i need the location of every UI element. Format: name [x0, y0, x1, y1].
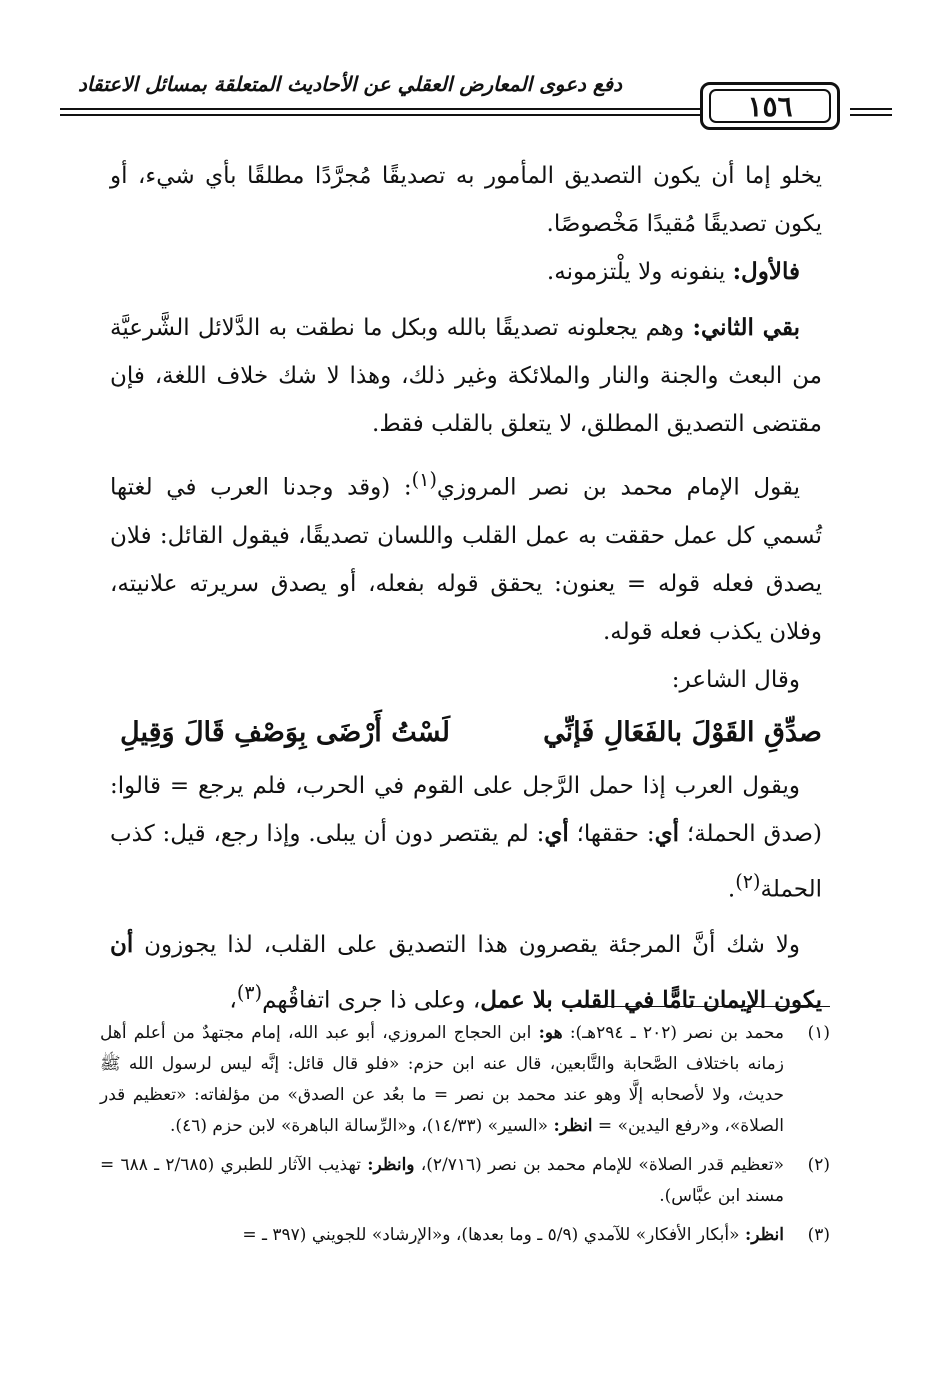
paragraph-7-bold: أن يكون الإيمان تامًّا في القلب بلا عمل	[110, 931, 822, 1014]
paragraph-3-text: وهم يجعلونه تصديقًا بالله وبكل ما نطقت به الدَّلائل الشَّرعيَّة من البعث والجنة والنار والملائكة وغير ذلك، وهذا لا شك خلاف اللغة، فإن مقتضى التصديق المطلق، لا يتعلق بالقلب فقط.	[110, 315, 822, 437]
paragraph-6-text-d: .	[727, 876, 736, 903]
paragraph-2-text: ينفونه ولا يلْتزمونه.	[546, 259, 733, 285]
footnote-3-lead: انظر:	[744, 1225, 784, 1245]
footnote-2-text	[100, 1150, 784, 1212]
footnote-1-number: (١)	[807, 1023, 830, 1043]
paragraph-7	[110, 921, 822, 1025]
paragraph-4	[110, 456, 822, 656]
footnote-separator	[568, 1006, 830, 1007]
header-title: دفع دعوى المعارض العقلي عن الأحاديث المتعلقة بمسائل الاعتقاد	[77, 72, 622, 96]
footnote-1-text	[100, 1018, 784, 1142]
footnote-3-part-a: «أبكار الأفكار» للآمدي (٥/٩ ـ وما بعدها)، و«الإرشاد» للجويني (٣٩٧ ـ =	[242, 1225, 745, 1245]
footnote-1-part-a: محمد بن نصر (٢٠٢ ـ ٢٩٤هـ):	[562, 1023, 785, 1043]
paragraph-3	[110, 304, 822, 448]
paragraph-3-lead: بقي الثاني:	[692, 314, 800, 341]
verse-second-hemistich: لَسْتُ أَرْضَى بِوَصْفِ قَالَ وَقِيلِ	[120, 716, 451, 748]
footnote-2-part-a: «تعظيم قدر الصلاة» للإمام محمد بن نصر (٢/٧١٦)،	[414, 1155, 784, 1175]
footnote-3-text	[100, 1220, 784, 1251]
paragraph-4-text-b: : (وقد وجدنا العرب في لغتها تُسمي كل عمل حققت به عمل القلب واللسان تصديقًا، فيقول القائل: فلان يصدق فعله قوله = يعنون: يحقق قوله بفعله، أو يصدق سريرته علانيته، وفلان يكذب فعله قوله.	[110, 474, 822, 645]
footnote-3-number: (٣)	[807, 1225, 830, 1245]
footnote-1-lead: هو:	[538, 1023, 563, 1043]
footnote-2-lead: وانظر:	[367, 1155, 415, 1175]
paragraph-6-lead-1: أي	[654, 819, 680, 847]
footnotes	[100, 1018, 830, 1259]
poetry-verse	[110, 704, 822, 762]
paragraph-7-text-c: ،	[229, 987, 237, 1014]
paragraph-6-text-a: ويقول العرب إذا حمل الرَّجل على القوم في الحرب، فلم يرجع = قالوا: (صدق الحملة؛	[110, 772, 822, 847]
header-rule-right-top	[850, 108, 892, 110]
footnote-1	[100, 1018, 830, 1142]
header-rule-bottom	[60, 114, 700, 116]
page-number-frame	[700, 82, 840, 130]
paragraph-6-text-c: : لم يقتصر دون أن يبلى. وإذا رجع، قيل: كذب الحملة	[110, 820, 822, 903]
paragraph-4-text-a: يقول الإمام محمد بن نصر المروزي	[436, 474, 800, 501]
footnote-1-lead-2: انظر:	[553, 1116, 593, 1136]
paragraph-7-text-a: ولا شك أنَّ المرجئة يقصرون هذا التصديق على القلب، لذا يجوزون	[133, 932, 800, 959]
footnote-1-part-b: ابن الحجاج المروزي، أبو عبد الله، إمام مجتهدٌ من أعلم أهل زمانه باختلاف الصَّحابة والتَّابعين، قال عنه ابن حزم: «فلو قال قائل: إنَّه ليس لرسول الله ﷺ حديث، ولا لأصحابه إلَّا وهو عند محمد بن نصر = ما بعُد عن الصدق» من مؤلفاته: «تعظيم قدر الصلاة»، و«رفع اليدين» =	[100, 1023, 784, 1136]
footnote-2-part-b: تهذيب الآثار للطبري (٢/٦٨٥ ـ ٦٨٨ = مسند ابن عبَّاس).	[100, 1155, 784, 1206]
paragraph-2	[110, 248, 822, 296]
paragraph-2-lead: فالأول:	[732, 258, 800, 285]
header-rule-top	[60, 108, 700, 110]
paragraph-7-text-b: ، وعلى ذا جرى اتفاقُهم	[262, 987, 481, 1014]
paragraph-6-lead-2: أي	[544, 819, 569, 847]
header-rule-right-bottom	[850, 114, 892, 116]
paragraph-6	[110, 762, 822, 914]
footnote-3	[100, 1220, 830, 1251]
page-number: ١٥٦	[709, 89, 831, 123]
footnote-1-part-c: «السير» (١٤/٣٣)، و«الرِّسالة الباهرة» لابن حزم (٤٦).	[170, 1116, 554, 1136]
footnote-2	[100, 1150, 830, 1212]
footnote-ref-1: (١)	[411, 468, 437, 491]
footnote-2-number: (٢)	[807, 1155, 830, 1175]
footnote-ref-2: (٢)	[735, 869, 761, 893]
running-header	[60, 70, 892, 140]
paragraph-5: وقال الشاعر:	[671, 666, 800, 693]
verse-first-hemistich: صدِّقِ القَوْلَ بالفَعَالِ فَإنِّي	[543, 716, 822, 748]
main-text	[110, 152, 822, 1025]
paragraph-6-text-b: : حققها؛	[568, 820, 655, 847]
paragraph-1: يخلو إما أن يكون التصديق المأمور به تصديقًا مُجرَّدًا مطلقًا بأي شيء، أو يكون تصديقًا مُقيدًا مَخْصوصًا.	[110, 163, 822, 237]
footnote-ref-3: (٣)	[236, 981, 263, 1005]
